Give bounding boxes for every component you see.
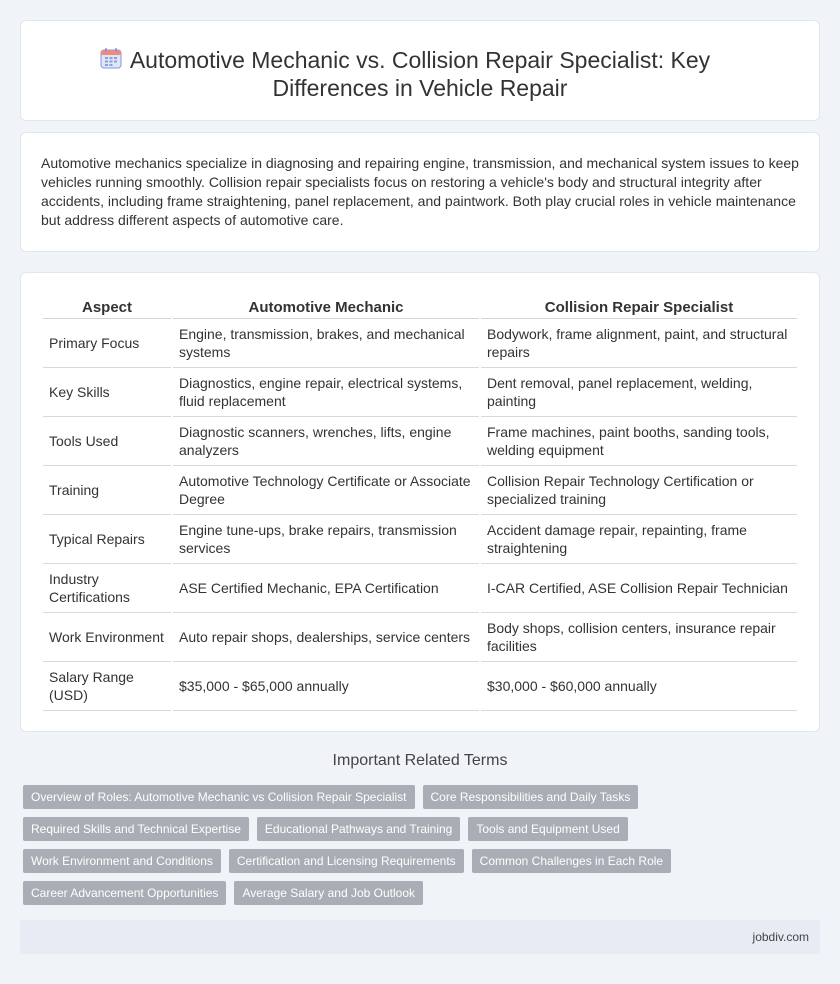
column-header-aspect: Aspect: [43, 295, 171, 319]
related-term-tag[interactable]: Career Advancement Opportunities: [23, 881, 226, 905]
collision-cell: $30,000 - $60,000 annually: [481, 662, 797, 711]
collision-cell: Collision Repair Technology Certification or specialized training: [481, 466, 797, 515]
table-row: [43, 564, 797, 613]
aspect-cell: Primary Focus: [43, 319, 171, 368]
aspect-cell: Tools Used: [43, 417, 171, 466]
table-row: [43, 613, 797, 662]
comparison-table: [41, 295, 799, 711]
mechanic-cell: $35,000 - $65,000 annually: [173, 662, 479, 711]
mechanic-cell: Auto repair shops, dealerships, service centers: [173, 613, 479, 662]
mechanic-cell: ASE Certified Mechanic, EPA Certification: [173, 564, 479, 613]
mechanic-cell: Engine tune-ups, brake repairs, transmission services: [173, 515, 479, 564]
related-terms-heading: Important Related Terms: [332, 752, 508, 769]
related-term-tag[interactable]: Average Salary and Job Outlook: [234, 881, 423, 905]
table-row: [43, 662, 797, 711]
related-term-tag[interactable]: Core Responsibilities and Daily Tasks: [423, 785, 639, 809]
mechanic-cell: Engine, transmission, brakes, and mechanical systems: [173, 319, 479, 368]
collision-cell: I-CAR Certified, ASE Collision Repair Technician: [481, 564, 797, 613]
table-row: [43, 417, 797, 466]
column-header-collision: Collision Repair Specialist: [481, 295, 797, 319]
intro-card: [20, 132, 820, 252]
comparison-table-card: [20, 272, 820, 732]
tag-row: [23, 785, 813, 809]
intro-paragraph: Automotive mechanics specialize in diagnosing and repairing engine, transmission, and mechanical system issues to keep vehicles running smoothly. Collision repair specialists focus on restoring a vehicle's body and structural integrity after accidents, including frame straightening, panel replacement, and paintwork. Both play crucial roles in vehicle maintenance but address different aspects of automotive care.: [41, 155, 799, 228]
collision-cell: Frame machines, paint booths, sanding tools, welding equipment: [481, 417, 797, 466]
collision-cell: Accident damage repair, repainting, frame straightening: [481, 515, 797, 564]
aspect-cell: Salary Range (USD): [43, 662, 171, 711]
aspect-cell: Key Skills: [43, 368, 171, 417]
related-terms-list: [23, 785, 813, 913]
mechanic-cell: Automotive Technology Certificate or Associate Degree: [173, 466, 479, 515]
related-term-tag[interactable]: Certification and Licensing Requirements: [229, 849, 464, 873]
aspect-cell: Typical Repairs: [43, 515, 171, 564]
table-row: [43, 319, 797, 368]
table-header-row: [43, 295, 797, 319]
related-term-tag[interactable]: Common Challenges in Each Role: [472, 849, 671, 873]
table-row: [43, 466, 797, 515]
aspect-cell: Training: [43, 466, 171, 515]
collision-cell: Dent removal, panel replacement, welding, painting: [481, 368, 797, 417]
aspect-cell: Industry Certifications: [43, 564, 171, 613]
mechanic-cell: Diagnostics, engine repair, electrical systems, fluid replacement: [173, 368, 479, 417]
related-term-tag[interactable]: Educational Pathways and Training: [257, 817, 460, 841]
tag-row: [23, 881, 813, 905]
collision-cell: Bodywork, frame alignment, paint, and structural repairs: [481, 319, 797, 368]
header-card: [20, 20, 820, 121]
mechanic-cell: Diagnostic scanners, wrenches, lifts, engine analyzers: [173, 417, 479, 466]
footer-site-link[interactable]: jobdiv.com: [752, 930, 809, 944]
related-term-tag[interactable]: Work Environment and Conditions: [23, 849, 221, 873]
collision-cell: Body shops, collision centers, insurance repair facilities: [481, 613, 797, 662]
table-row: [43, 368, 797, 417]
related-term-tag[interactable]: Overview of Roles: Automotive Mechanic vs Collision Repair Specialist: [23, 785, 415, 809]
related-term-tag[interactable]: Tools and Equipment Used: [468, 817, 627, 841]
tag-row: [23, 849, 813, 873]
column-header-mechanic: Automotive Mechanic: [173, 295, 479, 319]
related-term-tag[interactable]: Required Skills and Technical Expertise: [23, 817, 249, 841]
footer: [20, 920, 820, 954]
table-row: [43, 515, 797, 564]
page-title: Automotive Mechanic vs. Collision Repair Specialist: Key Differences in Vehicle Repair: [129, 47, 711, 101]
tag-row: [23, 817, 813, 841]
aspect-cell: Work Environment: [43, 613, 171, 662]
